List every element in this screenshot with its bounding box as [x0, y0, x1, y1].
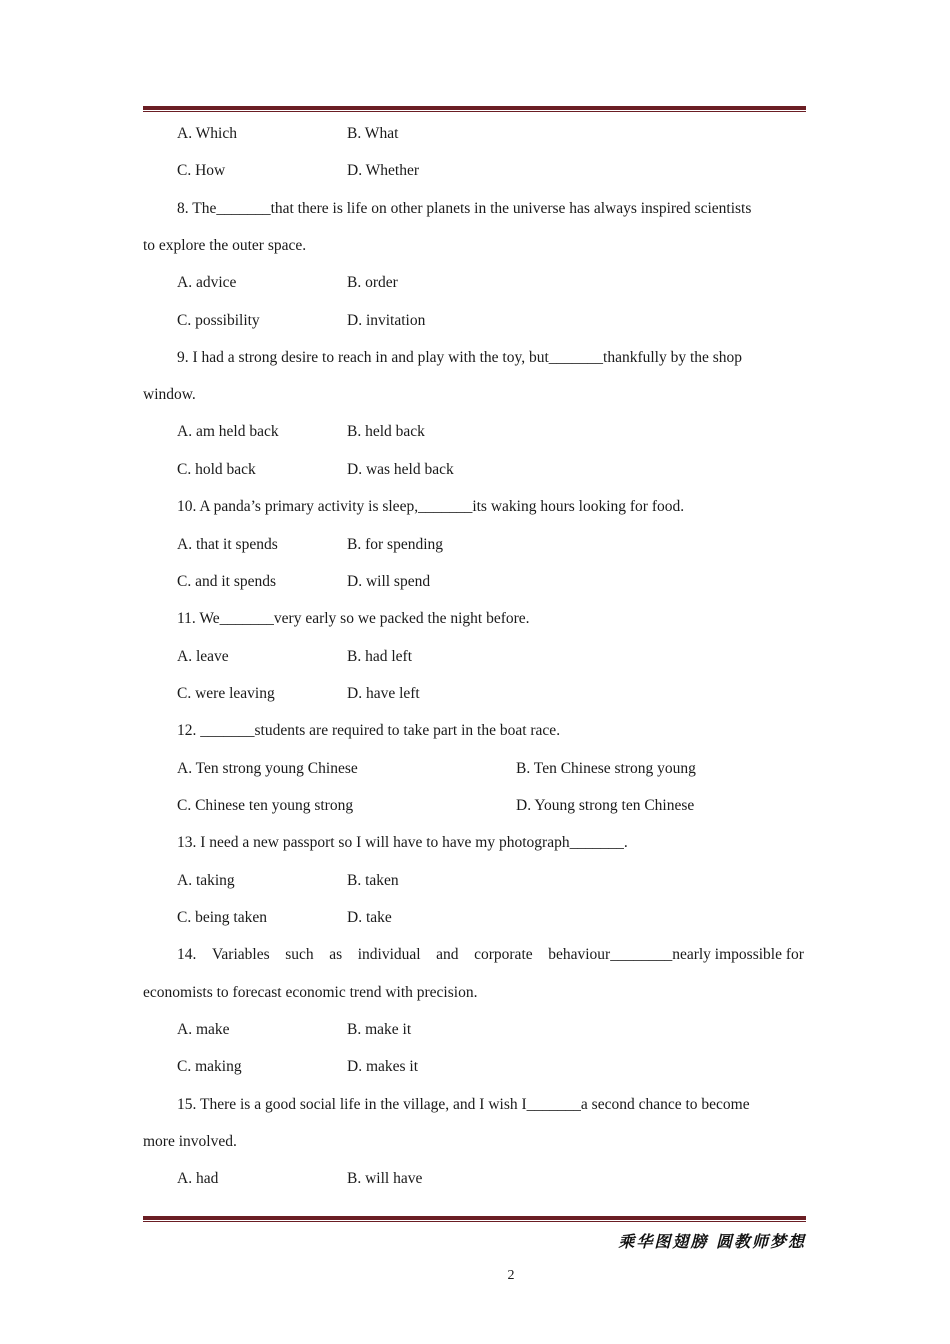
q7-option-a: A. Which: [177, 125, 237, 142]
q9-stem-line2: window.: [143, 386, 196, 403]
q14-word: individual: [357, 946, 421, 963]
q14-word: Variables: [211, 946, 270, 963]
q10-option-a: A. that it spends: [177, 536, 278, 553]
q13-option-c: C. being taken: [177, 909, 267, 926]
q8-option-c: C. possibility: [177, 312, 260, 329]
q14-stem-line1: [177, 945, 804, 965]
q14-word: corporate: [474, 946, 533, 963]
q8-option-d: D. invitation: [347, 312, 426, 329]
q9-option-b: B. held back: [347, 423, 425, 440]
q13-option-d: D. take: [347, 909, 392, 926]
q14-option-b: B. make it: [347, 1021, 412, 1038]
q10-option-c: C. and it spends: [177, 573, 277, 590]
q14-word: and: [436, 946, 459, 963]
header-rule: [143, 106, 806, 112]
q14-word: as: [329, 946, 343, 963]
q14-option-a: A. make: [177, 1021, 230, 1038]
q14-stem-line2: economists to forecast economic trend with precision.: [143, 984, 478, 1001]
q7-option-d: D. Whether: [347, 162, 420, 179]
q9-stem-line1: 9. I had a strong desire to reach in and play with the toy, but_______thankfully by the shop: [177, 349, 743, 366]
q12-stem: 12. _______students are required to take part in the boat race.: [177, 722, 561, 739]
q11-option-a: A. leave: [177, 648, 229, 665]
q8-stem-line2: to explore the outer space.: [143, 237, 307, 254]
q8-option-a: A. advice: [177, 274, 237, 291]
q12-option-c: C. Chinese ten young strong: [177, 797, 354, 814]
q13-stem: 13. I need a new passport so I will have to have my photograph_______.: [177, 834, 628, 851]
q14-option-c: C. making: [177, 1058, 242, 1075]
q10-option-d: D. will spend: [347, 573, 431, 590]
q15-option-b: B. will have: [347, 1170, 423, 1187]
q11-option-d: D. have left: [347, 685, 420, 702]
footer-slogan: 乘华图翅膀 圆教师梦想: [618, 1232, 806, 1251]
q11-stem: 11. We_______very early so we packed the night before.: [177, 610, 530, 627]
q10-stem: 10. A panda’s primary activity is sleep,_______its waking hours looking for food.: [177, 498, 685, 515]
q14-word: behaviour________nearly impossible for: [548, 946, 804, 963]
q7-option-c: C. How: [177, 162, 226, 179]
q13-option-a: A. taking: [177, 872, 235, 889]
q7-option-b: B. What: [347, 125, 399, 142]
q15-stem-line1: 15. There is a good social life in the village, and I wish I_______a second chance to become: [177, 1096, 750, 1113]
q8-option-b: B. order: [347, 274, 398, 291]
q9-option-a: A. am held back: [177, 423, 279, 440]
q10-option-b: B. for spending: [347, 536, 444, 553]
q8-stem-line1: 8. The_______that there is life on other planets in the universe has always inspired scientists: [177, 200, 752, 217]
q15-stem-line2: more involved.: [143, 1133, 237, 1150]
q13-option-b: B. taken: [347, 872, 399, 889]
footer-rule: [143, 1216, 806, 1222]
q11-option-c: C. were leaving: [177, 685, 275, 702]
q9-option-d: D. was held back: [347, 461, 454, 478]
q11-option-b: B. had left: [347, 648, 412, 665]
q9-option-c: C. hold back: [177, 461, 256, 478]
q12-option-b: B. Ten Chinese strong young: [516, 760, 696, 777]
q12-option-d: D. Young strong ten Chinese: [516, 797, 695, 814]
q12-option-a: A. Ten strong young Chinese: [177, 760, 358, 777]
page-number: 2: [507, 1268, 515, 1283]
q15-option-a: A. had: [177, 1170, 219, 1187]
q14-option-d: D. makes it: [347, 1058, 419, 1075]
q14-word: such: [285, 946, 314, 963]
q14-word: 14.: [177, 946, 197, 963]
